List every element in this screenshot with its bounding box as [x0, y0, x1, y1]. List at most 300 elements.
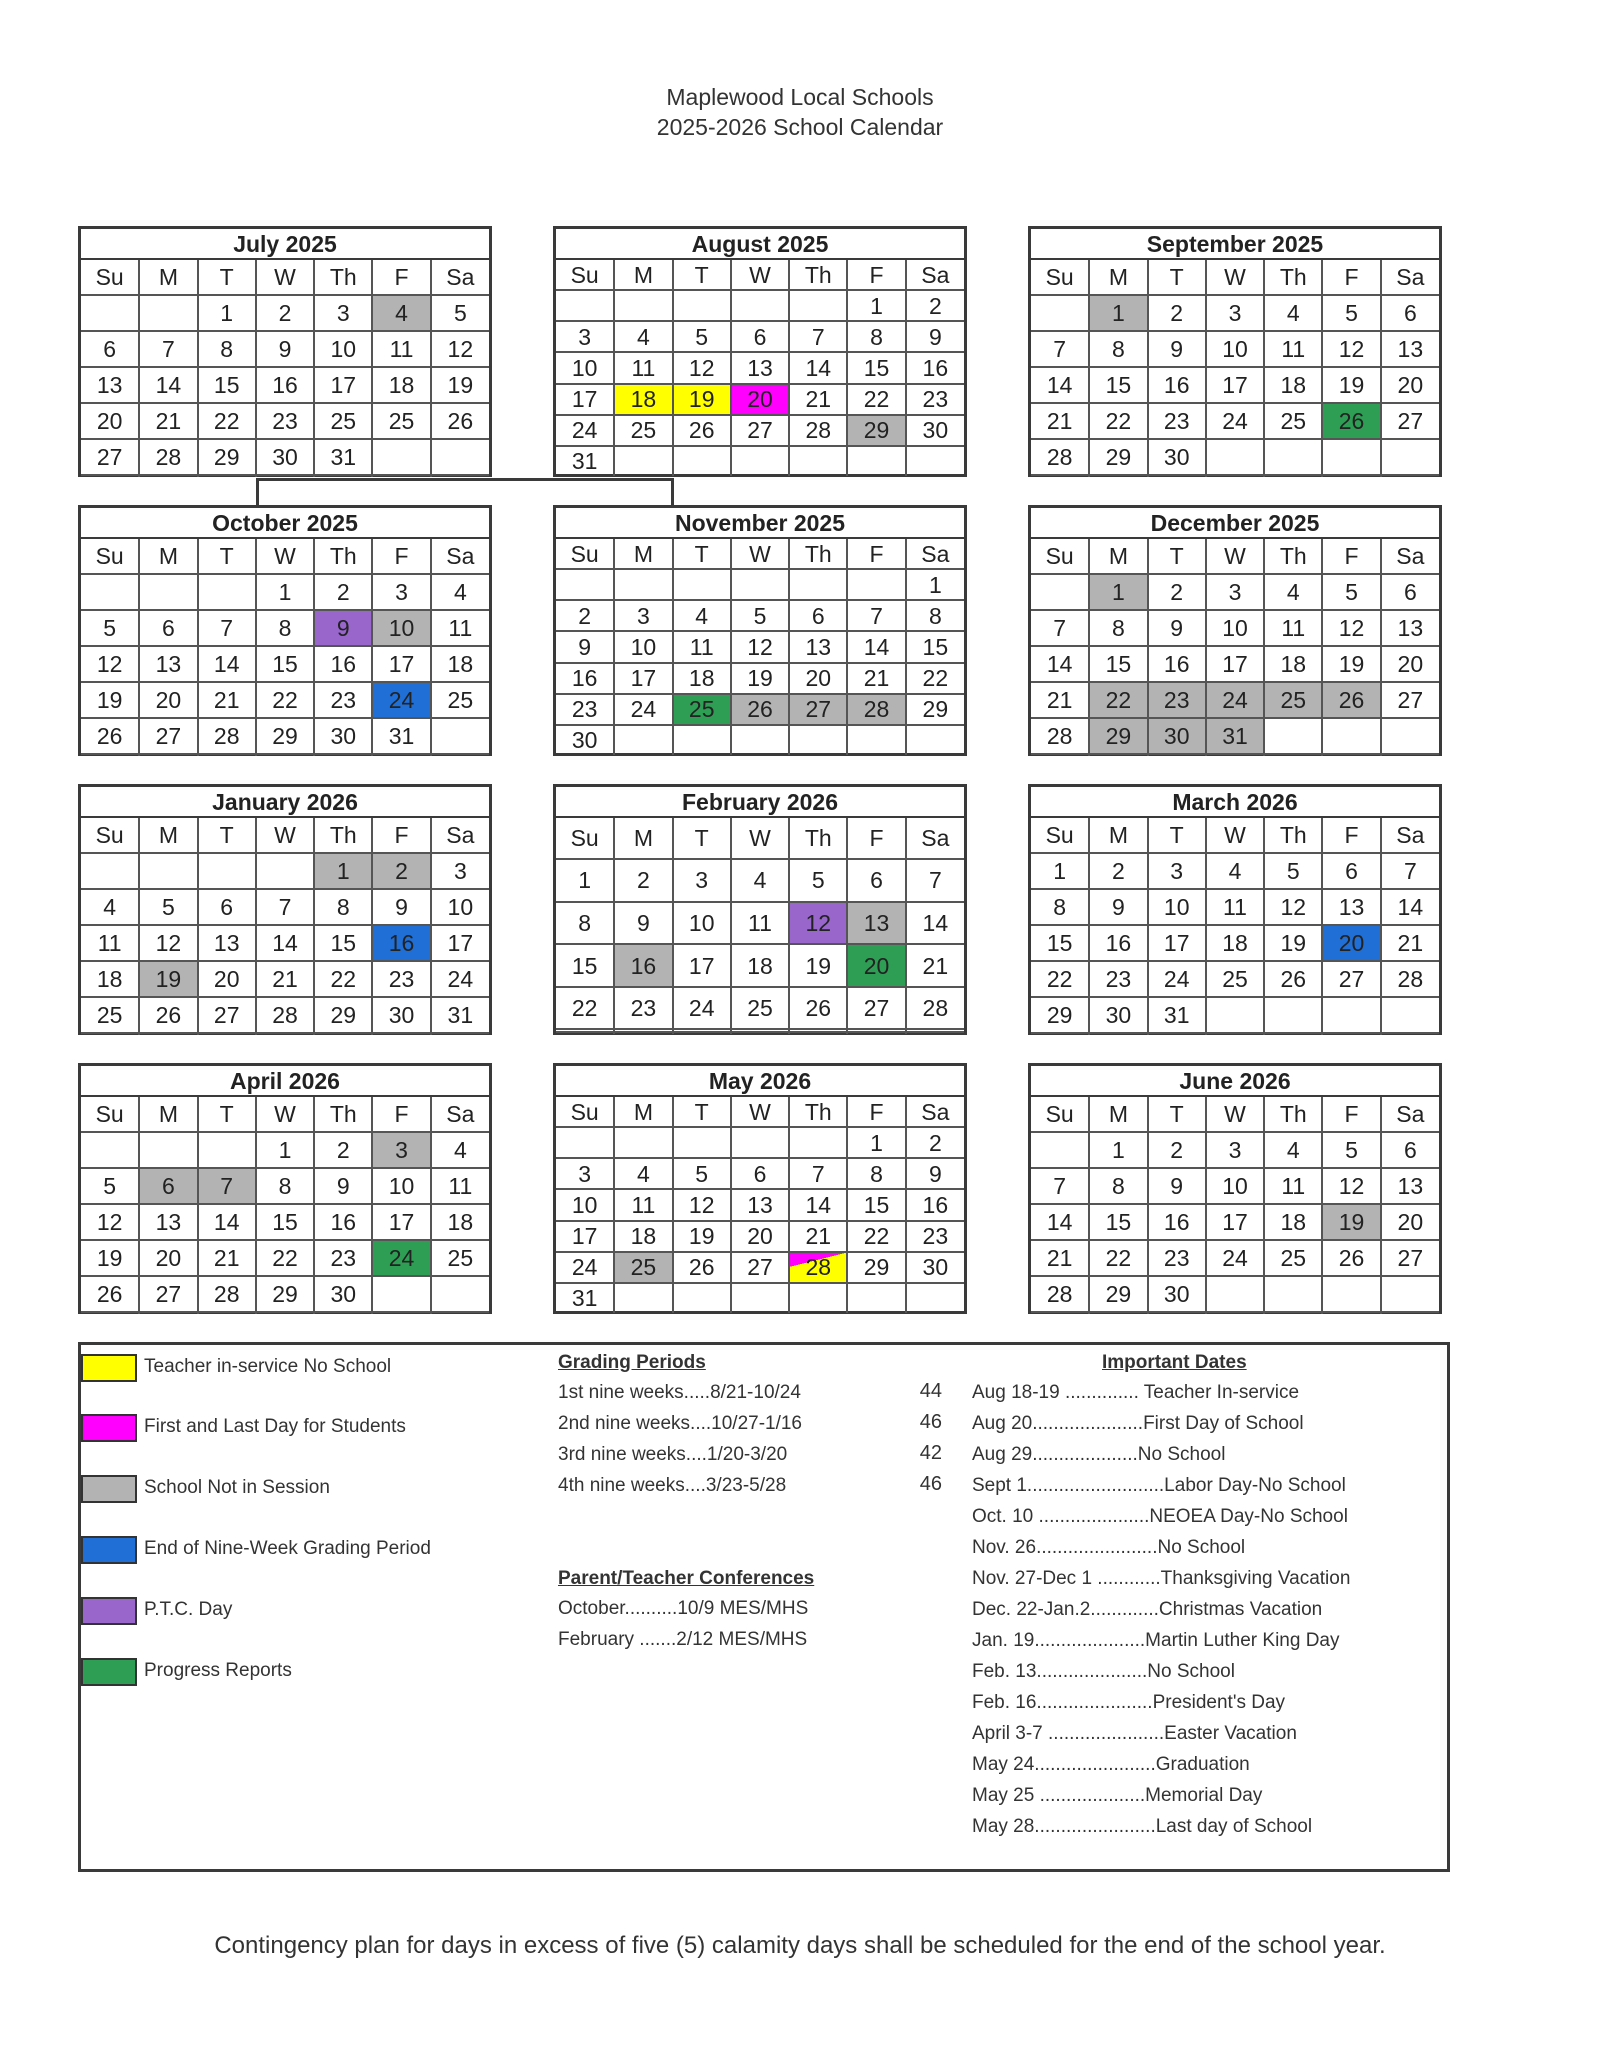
empty-cell	[431, 475, 489, 476]
important-date: May 25 ....................Memorial Day	[972, 1785, 1263, 1806]
day-cell: 24	[1206, 403, 1264, 439]
empty-cell	[1381, 1033, 1439, 1034]
day-cell: 28	[847, 694, 905, 725]
day-cell: 18	[1264, 1204, 1322, 1240]
weekday-header: Th	[789, 1097, 847, 1127]
empty-cell	[789, 1283, 847, 1313]
day-cell: 19	[81, 682, 139, 718]
weekday-header: W	[731, 539, 789, 569]
day-cell: 3	[614, 600, 672, 631]
day-cell: 30	[256, 439, 314, 475]
weekday-header: Th	[314, 539, 372, 574]
weekday-header: F	[372, 818, 430, 853]
month-title: November 2025	[556, 508, 964, 539]
day-cell: 2	[1148, 1132, 1206, 1168]
day-cell: 11	[372, 331, 430, 367]
empty-cell	[1264, 718, 1322, 754]
empty-cell	[731, 569, 789, 600]
empty-cell	[789, 446, 847, 476]
day-cell: 9	[1148, 331, 1206, 367]
day-cell: 18	[81, 961, 139, 997]
month-title: March 2026	[1031, 787, 1439, 818]
day-cell: 8	[1089, 331, 1147, 367]
important-date: Sept 1..........................Labor Day-No School	[972, 1475, 1346, 1496]
empty-cell	[614, 1127, 672, 1158]
day-cell: 13	[198, 925, 256, 961]
day-cell: 20	[139, 1240, 197, 1276]
month-calendar	[78, 784, 492, 1035]
connector-line-right	[671, 478, 674, 506]
empty-cell	[1206, 1033, 1264, 1034]
day-cell: 24	[614, 694, 672, 725]
empty-cell	[1381, 718, 1439, 754]
empty-cell	[81, 853, 139, 889]
weekday-header: T	[198, 260, 256, 295]
day-cell: 16	[1148, 1204, 1206, 1240]
day-cell: 24	[673, 987, 731, 1030]
empty-cell	[139, 1033, 197, 1034]
day-cell: 4	[431, 1132, 489, 1168]
day-cell: 2	[314, 574, 372, 610]
day-cell: 14	[906, 902, 964, 945]
day-cell: 12	[1322, 1168, 1380, 1204]
important-date: Jan. 19.....................Martin Luther King Day	[972, 1630, 1340, 1651]
day-cell: 4	[431, 574, 489, 610]
day-cell: 10	[556, 352, 614, 383]
day-cell: 22	[1089, 403, 1147, 439]
day-cell: 1	[1031, 853, 1089, 889]
district-name: Maplewood Local Schools	[666, 84, 934, 110]
day-cell: 9	[1089, 889, 1147, 925]
legend-label: End of Nine-Week Grading Period	[144, 1538, 431, 1559]
weekday-header: F	[1322, 818, 1380, 853]
day-cell: 30	[1148, 439, 1206, 475]
day-cell: 11	[431, 610, 489, 646]
empty-cell	[1031, 295, 1089, 331]
weekday-header: M	[139, 539, 197, 574]
empty-cell	[198, 1312, 256, 1313]
important-date: Feb. 16......................President's Day	[972, 1692, 1286, 1713]
day-cell: 29	[906, 694, 964, 725]
day-cell: 7	[256, 889, 314, 925]
weekday-header: Th	[314, 1097, 372, 1132]
day-cell: 26	[81, 718, 139, 754]
day-cell: 4	[1264, 574, 1322, 610]
day-cell: 18	[1206, 925, 1264, 961]
day-cell: 30	[1148, 1276, 1206, 1312]
legend-swatch-gray	[81, 1475, 137, 1503]
empty-cell	[256, 1033, 314, 1034]
month-title: August 2025	[556, 229, 964, 260]
day-cell: 3	[556, 321, 614, 352]
empty-cell	[731, 1127, 789, 1158]
day-cell: 12	[1322, 610, 1380, 646]
day-cell: 11	[1206, 889, 1264, 925]
day-cell: 21	[139, 403, 197, 439]
empty-cell	[847, 1283, 905, 1313]
day-cell: 22	[1089, 1240, 1147, 1276]
weekday-header: M	[614, 818, 672, 859]
empty-cell	[431, 1033, 489, 1034]
day-cell: 8	[198, 331, 256, 367]
day-cell: 28	[789, 1252, 847, 1283]
weekday-header: T	[198, 818, 256, 853]
empty-cell	[1381, 439, 1439, 475]
day-cell: 4	[1264, 295, 1322, 331]
day-cell: 13	[1322, 889, 1380, 925]
day-cell: 26	[673, 415, 731, 446]
empty-cell	[372, 439, 430, 475]
day-cell: 28	[1031, 439, 1089, 475]
important-date: Aug 18-19 .............. Teacher In-service	[972, 1382, 1300, 1403]
empty-cell	[81, 1033, 139, 1034]
empty-cell	[139, 475, 197, 476]
month-calendar	[1028, 1063, 1442, 1314]
day-cell: 23	[1148, 682, 1206, 718]
weekday-header: M	[614, 260, 672, 290]
day-cell: 5	[81, 610, 139, 646]
day-cell: 2	[1089, 853, 1147, 889]
weekday-header: M	[1089, 1097, 1147, 1132]
empty-cell	[847, 725, 905, 755]
weekday-header: W	[731, 1097, 789, 1127]
weekday-header: Th	[1264, 539, 1322, 574]
empty-cell	[139, 754, 197, 755]
day-cell: 4	[673, 600, 731, 631]
empty-cell	[614, 446, 672, 476]
day-cell: 5	[1322, 1132, 1380, 1168]
empty-cell	[906, 1032, 964, 1034]
day-cell: 22	[256, 1240, 314, 1276]
day-cell: 20	[81, 403, 139, 439]
day-cell: 7	[1031, 1168, 1089, 1204]
empty-cell	[1322, 1276, 1380, 1312]
day-cell: 30	[1148, 718, 1206, 754]
day-cell: 17	[372, 646, 430, 682]
day-cell: 12	[673, 1189, 731, 1220]
empty-cell	[431, 1276, 489, 1312]
day-cell: 27	[1381, 403, 1439, 439]
day-cell: 13	[81, 367, 139, 403]
empty-cell	[1031, 475, 1089, 476]
day-cell: 20	[139, 682, 197, 718]
day-cell: 2	[906, 290, 964, 321]
day-cell: 23	[1148, 403, 1206, 439]
day-cell: 14	[139, 367, 197, 403]
day-cell: 18	[673, 663, 731, 694]
calendar-title: 2025-2026 School Calendar	[656, 114, 944, 140]
day-cell: 3	[1148, 853, 1206, 889]
day-cell: 10	[372, 1168, 430, 1204]
day-cell: 6	[731, 321, 789, 352]
empty-cell	[1031, 1033, 1089, 1034]
grading-period-days: 46	[919, 1411, 942, 1433]
day-cell: 10	[673, 902, 731, 945]
empty-cell	[673, 290, 731, 321]
empty-cell	[1031, 574, 1089, 610]
day-cell: 20	[1381, 367, 1439, 403]
weekday-header: Su	[81, 260, 139, 295]
weekday-header: Sa	[1381, 260, 1439, 295]
legend-swatch-yellow	[81, 1354, 137, 1382]
day-cell: 25	[372, 403, 430, 439]
weekday-header: Su	[1031, 539, 1089, 574]
day-cell: 25	[431, 1240, 489, 1276]
day-cell: 25	[673, 694, 731, 725]
day-cell: 22	[1089, 682, 1147, 718]
day-cell: 15	[1089, 1204, 1147, 1240]
day-cell: 25	[314, 403, 372, 439]
day-cell: 26	[1322, 1240, 1380, 1276]
day-cell: 27	[198, 997, 256, 1033]
day-cell: 11	[431, 1168, 489, 1204]
day-cell: 14	[847, 631, 905, 662]
weekday-header: Sa	[431, 818, 489, 853]
day-cell: 13	[139, 646, 197, 682]
day-cell: 24	[1206, 1240, 1264, 1276]
day-cell: 30	[314, 718, 372, 754]
day-cell: 1	[1089, 1132, 1147, 1168]
day-cell: 20	[847, 944, 905, 987]
empty-cell	[789, 1032, 847, 1034]
day-cell: 18	[1264, 367, 1322, 403]
empty-cell	[431, 754, 489, 755]
day-cell: 17	[1148, 925, 1206, 961]
day-cell: 1	[314, 853, 372, 889]
day-cell: 18	[731, 944, 789, 987]
day-cell: 12	[1264, 889, 1322, 925]
day-cell: 15	[906, 631, 964, 662]
weekday-header: M	[1089, 539, 1147, 574]
day-cell: 28	[906, 987, 964, 1030]
day-cell: 2	[314, 1132, 372, 1168]
empty-cell	[1089, 1312, 1147, 1313]
empty-cell	[1381, 997, 1439, 1033]
empty-cell	[81, 295, 139, 331]
empty-cell	[198, 1033, 256, 1034]
empty-cell	[673, 446, 731, 476]
empty-cell	[614, 1032, 672, 1034]
weekday-header: Sa	[431, 260, 489, 295]
day-cell: 4	[614, 1158, 672, 1189]
weekday-header: F	[847, 1097, 905, 1127]
day-cell: 5	[1322, 574, 1380, 610]
day-cell: 21	[906, 944, 964, 987]
empty-cell	[556, 290, 614, 321]
day-cell: 18	[372, 367, 430, 403]
empty-cell	[256, 853, 314, 889]
day-cell: 25	[1264, 403, 1322, 439]
weekday-header: F	[847, 260, 905, 290]
day-cell: 7	[1381, 853, 1439, 889]
day-cell: 26	[139, 997, 197, 1033]
day-cell: 1	[847, 1127, 905, 1158]
day-cell: 28	[256, 997, 314, 1033]
empty-cell	[1031, 1132, 1089, 1168]
empty-cell	[847, 1032, 905, 1034]
empty-cell	[614, 290, 672, 321]
day-cell: 11	[81, 925, 139, 961]
day-cell: 6	[1322, 853, 1380, 889]
day-cell: 19	[431, 367, 489, 403]
grading-period-days: 46	[919, 1473, 942, 1495]
day-cell: 22	[314, 961, 372, 997]
day-cell: 2	[372, 853, 430, 889]
day-cell: 15	[314, 925, 372, 961]
empty-cell	[789, 569, 847, 600]
important-dates-heading: Important Dates	[1102, 1352, 1247, 1373]
day-cell: 10	[1148, 889, 1206, 925]
important-date: April 3-7 ......................Easter Vacation	[972, 1723, 1297, 1744]
empty-cell	[1381, 1312, 1439, 1313]
weekday-header: W	[256, 539, 314, 574]
day-cell: 14	[198, 1204, 256, 1240]
day-cell: 11	[673, 631, 731, 662]
day-cell: 19	[139, 961, 197, 997]
day-cell: 20	[731, 1221, 789, 1252]
weekday-header: W	[1206, 260, 1264, 295]
month-title: May 2026	[556, 1066, 964, 1097]
empty-cell	[731, 1032, 789, 1034]
day-cell: 24	[1148, 961, 1206, 997]
weekday-header: Su	[81, 539, 139, 574]
important-date: Aug 29....................No School	[972, 1444, 1226, 1465]
day-cell: 11	[1264, 610, 1322, 646]
day-cell: 16	[906, 352, 964, 383]
day-cell: 1	[556, 859, 614, 902]
month-calendar	[78, 1063, 492, 1314]
day-cell: 24	[431, 961, 489, 997]
day-cell: 24	[372, 682, 430, 718]
day-cell: 20	[1322, 925, 1380, 961]
weekday-header: Th	[1264, 1097, 1322, 1132]
day-cell: 24	[556, 1252, 614, 1283]
day-cell: 4	[731, 859, 789, 902]
month-calendar	[1028, 505, 1442, 756]
day-cell: 25	[1264, 1240, 1322, 1276]
day-cell: 16	[1148, 646, 1206, 682]
day-cell: 8	[1031, 889, 1089, 925]
day-cell: 20	[731, 384, 789, 415]
day-cell: 28	[789, 415, 847, 446]
weekday-header: F	[372, 539, 430, 574]
day-cell: 12	[789, 902, 847, 945]
day-cell: 28	[1031, 718, 1089, 754]
day-cell: 17	[673, 944, 731, 987]
empty-cell	[372, 1312, 430, 1313]
day-cell: 8	[256, 610, 314, 646]
empty-cell	[1381, 1276, 1439, 1312]
day-cell: 25	[614, 1252, 672, 1283]
day-cell: 19	[673, 1221, 731, 1252]
weekday-header: M	[139, 818, 197, 853]
day-cell: 11	[731, 902, 789, 945]
day-cell: 23	[906, 1221, 964, 1252]
day-cell: 14	[789, 1189, 847, 1220]
empty-cell	[1381, 754, 1439, 755]
day-cell: 10	[314, 331, 372, 367]
weekday-header: F	[1322, 260, 1380, 295]
day-cell: 7	[198, 610, 256, 646]
day-cell: 3	[431, 853, 489, 889]
weekday-header: T	[198, 539, 256, 574]
day-cell: 1	[256, 574, 314, 610]
empty-cell	[673, 725, 731, 755]
weekday-header: Su	[556, 539, 614, 569]
day-cell: 2	[1148, 574, 1206, 610]
day-cell: 1	[847, 290, 905, 321]
day-cell: 15	[1089, 646, 1147, 682]
day-cell: 10	[1206, 1168, 1264, 1204]
weekday-header: Th	[1264, 260, 1322, 295]
month-title: February 2026	[556, 787, 964, 818]
day-cell: 2	[1148, 295, 1206, 331]
day-cell: 21	[1031, 682, 1089, 718]
important-date: Feb. 13.....................No School	[972, 1661, 1235, 1682]
day-cell: 20	[789, 663, 847, 694]
empty-cell	[372, 1033, 430, 1034]
weekday-header: Su	[1031, 818, 1089, 853]
day-cell: 31	[556, 1283, 614, 1313]
day-cell: 31	[431, 997, 489, 1033]
day-cell: 19	[81, 1240, 139, 1276]
day-cell: 16	[314, 646, 372, 682]
empty-cell	[1089, 754, 1147, 755]
empty-cell	[556, 569, 614, 600]
empty-cell	[614, 1283, 672, 1313]
day-cell: 22	[198, 403, 256, 439]
weekday-header: Su	[556, 260, 614, 290]
day-cell: 13	[847, 902, 905, 945]
day-cell: 1	[1089, 295, 1147, 331]
weekday-header: Th	[1264, 818, 1322, 853]
month-calendar	[553, 784, 967, 1035]
day-cell: 3	[1206, 1132, 1264, 1168]
day-cell: 6	[847, 859, 905, 902]
day-cell: 21	[789, 1221, 847, 1252]
day-cell: 14	[1031, 1204, 1089, 1240]
weekday-header: W	[1206, 539, 1264, 574]
empty-cell	[906, 1283, 964, 1313]
day-cell: 18	[614, 384, 672, 415]
day-cell: 22	[1031, 961, 1089, 997]
day-cell: 21	[789, 384, 847, 415]
empty-cell	[139, 1312, 197, 1313]
day-cell: 17	[431, 925, 489, 961]
day-cell: 29	[1089, 439, 1147, 475]
day-cell: 8	[256, 1168, 314, 1204]
day-cell: 9	[314, 610, 372, 646]
day-cell: 24	[372, 1240, 430, 1276]
day-cell: 29	[314, 997, 372, 1033]
empty-cell	[256, 475, 314, 476]
day-cell: 18	[1264, 646, 1322, 682]
month-title: September 2025	[1031, 229, 1439, 260]
weekday-header: Th	[314, 260, 372, 295]
day-cell: 29	[198, 439, 256, 475]
day-cell: 16	[314, 1204, 372, 1240]
day-cell: 13	[731, 1189, 789, 1220]
day-cell: 22	[906, 663, 964, 694]
day-cell: 29	[1089, 1276, 1147, 1312]
day-cell: 28	[139, 439, 197, 475]
weekday-header: T	[198, 1097, 256, 1132]
day-cell: 30	[314, 1276, 372, 1312]
empty-cell	[314, 1033, 372, 1034]
weekday-header: Su	[556, 818, 614, 859]
day-cell: 8	[1089, 1168, 1147, 1204]
weekday-header: W	[1206, 1097, 1264, 1132]
